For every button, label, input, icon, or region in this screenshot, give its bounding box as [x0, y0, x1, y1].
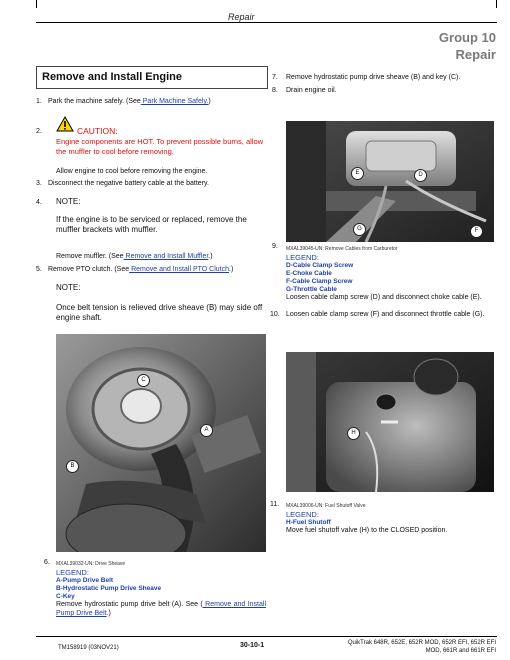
step-text: Park the machine safely. (See: [47, 98, 141, 105]
running-title: Repair: [228, 12, 255, 22]
callout-h: H: [347, 427, 360, 440]
step-6-number: 6.: [44, 559, 50, 566]
callout-g: G: [353, 223, 366, 236]
callout-e: E: [351, 167, 364, 180]
legend-item: B-Hydrostatic Pump Drive Sheave: [56, 585, 162, 592]
step-3: [36, 179, 266, 188]
legend-item: A-Pump Drive Belt: [56, 577, 114, 584]
step-text-end: ): [208, 98, 211, 105]
step-11-legend-title: LEGEND:: [286, 510, 319, 519]
legend-item: H-Fuel Shutoff: [286, 519, 331, 526]
caution-title: CAUTION:: [77, 126, 118, 136]
step-4-note-label: NOTE:: [56, 197, 81, 206]
step-number: 1.: [36, 98, 42, 105]
step-text: Remove PTO clutch. (See: [47, 266, 130, 273]
step-6-caption: MXAL39032-UN: Drive Sheave: [56, 561, 126, 567]
link-park-machine-safely[interactable]: Park Machine Safely.: [140, 98, 209, 105]
group-title: Group 10: [438, 30, 496, 45]
step-9-legend-title: LEGEND:: [286, 253, 319, 262]
step-5-note-label: NOTE:: [56, 283, 81, 292]
step-text-end: .): [229, 266, 234, 273]
step-number: 8.: [272, 87, 278, 94]
legend-item: C-Key: [56, 593, 75, 600]
legend-item: G-Throttle Cable: [286, 286, 337, 293]
link-remove-install-pto-clutch[interactable]: Remove and Install PTO Clutch: [129, 266, 229, 273]
footer-rule: [36, 636, 497, 637]
legend-item: F-Cable Clamp Screw: [286, 278, 353, 285]
step-text-end: .): [106, 610, 111, 617]
step-11-caption: MXAL39006-UN: Fuel Shutoff Valve: [286, 503, 366, 509]
step-11-number: 11.: [270, 501, 280, 508]
sub-text: Remove muffler. (See: [56, 253, 124, 260]
fuel-shutoff-photo: [286, 352, 494, 492]
carburetor-cables-photo: [286, 121, 494, 242]
footer-page-number: 30-10-1: [240, 642, 265, 649]
step-2-number: 2.: [36, 128, 42, 135]
caution-note: Allow engine to cool before removing the engine.: [56, 168, 208, 175]
footer-doc-id: TM158919 (03NOV21): [58, 645, 119, 651]
link-remove-install-muffler[interactable]: Remove and Install Muffler: [123, 253, 209, 260]
step-11-text: Move fuel shutoff valve (H) to the CLOSED position.: [286, 527, 448, 534]
step-9-text: Loosen cable clamp screw (D) and disconnect choke cable (E).: [286, 294, 482, 301]
step-text: Remove hydrostatic pump drive belt (A). See (: [56, 601, 203, 608]
callout-f: F: [470, 225, 483, 238]
step-8: [272, 86, 497, 95]
warning-triangle-icon: [56, 116, 74, 132]
callout-b: B: [66, 460, 79, 473]
footer-model-line-1: QuikTrak 648R, 652E, 652R MOD, 652R EFI, 652R EFI: [347, 640, 496, 646]
step-9-number: 9.: [272, 243, 278, 250]
callout-d: D: [414, 169, 427, 182]
group-subtitle: Repair: [455, 47, 496, 62]
step-6-legend-title: LEGEND:: [56, 568, 89, 577]
step-text: Drain engine oil.: [286, 87, 337, 94]
step-4-note-text: If the engine is to be serviced or replaced, remove the muffler brackets with muffler.: [56, 215, 247, 234]
step-number: 3.: [36, 180, 42, 187]
step-5: [36, 265, 266, 274]
caution-body: Engine components are HOT. To prevent possible burns, allow the muffler to cool before removing.: [56, 137, 264, 156]
link-remove-install-pump-drive-belt[interactable]: Remove and Install Pump Drive Belt: [56, 601, 266, 617]
legend-item: D-Cable Clamp Screw: [286, 262, 354, 269]
footer-model-line-2: MOD, 661R and 661R EFI: [425, 648, 496, 654]
callout-c: C: [137, 374, 150, 387]
header-rule: [36, 22, 497, 23]
step-4-number: 4.: [36, 199, 42, 206]
frame-right-rule: [496, 0, 497, 8]
step-10-text: Loosen cable clamp screw (F) and disconnect throttle cable (G).: [286, 311, 485, 318]
sub-text-end: .): [208, 253, 213, 260]
section-title: Remove and Install Engine: [42, 71, 182, 83]
frame-left-rule: [36, 0, 37, 8]
step-text: Disconnect the negative battery cable at the battery.: [47, 180, 209, 187]
step-text: Remove hydrostatic pump drive sheave (B) and key (C).: [286, 74, 461, 81]
drive-sheave-photo: [56, 334, 266, 552]
step-7: [272, 73, 497, 82]
step-number: 5.: [36, 266, 42, 273]
legend-item: E-Choke Cable: [286, 270, 332, 277]
step-6-text: [56, 600, 266, 618]
step-5-note-text: Once belt tension is relieved drive sheave (B) may side off engine shaft.: [56, 303, 263, 322]
step-1: [36, 97, 266, 106]
step-10-number: 10.: [270, 311, 280, 318]
step-9-caption: MXAL39045-UN: Remove Cables from Carburetor: [286, 246, 398, 252]
step-4-sub: [56, 252, 266, 261]
callout-a: A: [200, 424, 213, 437]
step-number: 7.: [272, 74, 278, 81]
